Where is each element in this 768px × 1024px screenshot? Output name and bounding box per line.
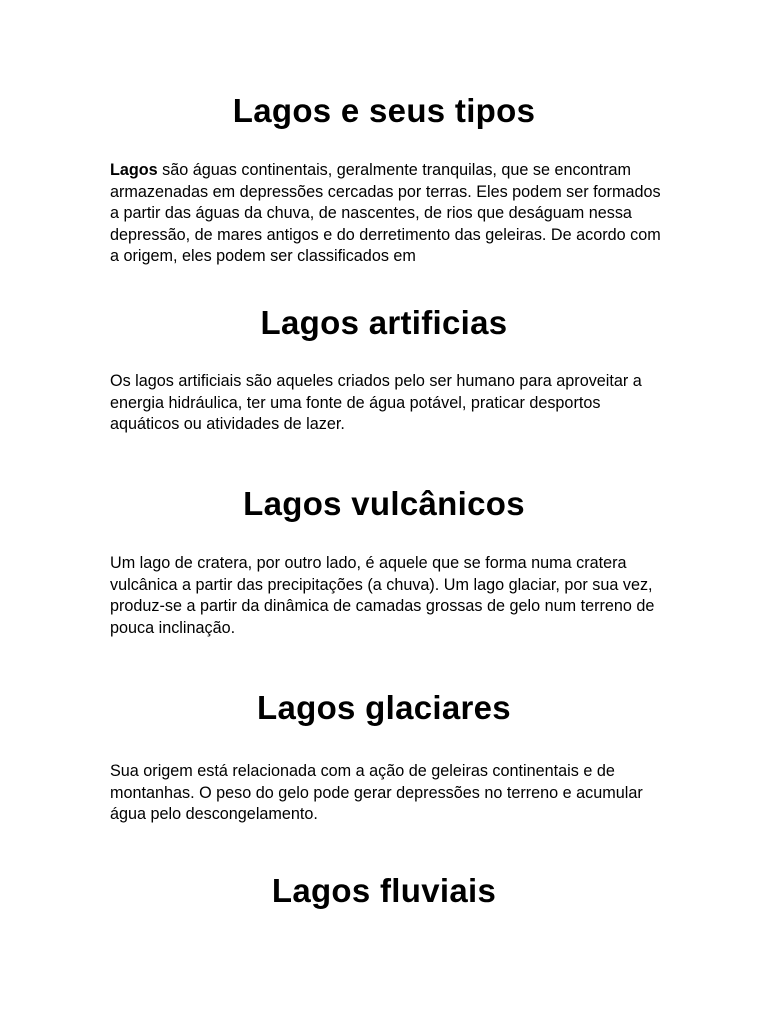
intro-lead-term: Lagos	[110, 161, 158, 179]
section-heading-vulcanicos: Lagos vulcânicos	[243, 485, 525, 522]
section-text-vulcanicos: Um lago de cratera, por outro lado, é aquele que se forma numa cratera vulcânica a partir das precipitações (a chuva). Um lago glaciar, por sua vez, produz-se a partir da dinâmica de camadas grossas de gelo num terreno de pouca inclinação.	[110, 554, 655, 637]
section-heading-fluviais: Lagos fluviais	[271, 872, 497, 909]
page-title: Lagos e seus tipos	[232, 92, 536, 129]
section-text-glaciares: Sua origem está relacionada com a ação de geleiras continentais e de montanhas. O peso do gelo pode gerar depressões no terreno e acumular água pelo descongelamento.	[110, 762, 643, 823]
section-heading-artificiais: Lagos artificias	[260, 304, 508, 341]
intro-text: são águas continentais, geralmente tranquilas, que se encontram armazenadas em depressões cercadas por terras. Eles podem ser formados a partir das águas da chuva, de nascentes, de rios que deságuam nessa depressão, de mares antigos e do derretimento das geleiras. De acordo com a origem, eles podem ser classificados em	[110, 161, 661, 265]
section-text-artificiais: Os lagos artificiais são aqueles criados pelo ser humano para aproveitar a energia hidráulica, ter uma fonte de água potável, praticar desportos aquáticos ou atividades de lazer.	[110, 372, 642, 433]
intro-paragraph	[110, 160, 670, 268]
section-heading-glaciares: Lagos glaciares	[257, 689, 511, 726]
